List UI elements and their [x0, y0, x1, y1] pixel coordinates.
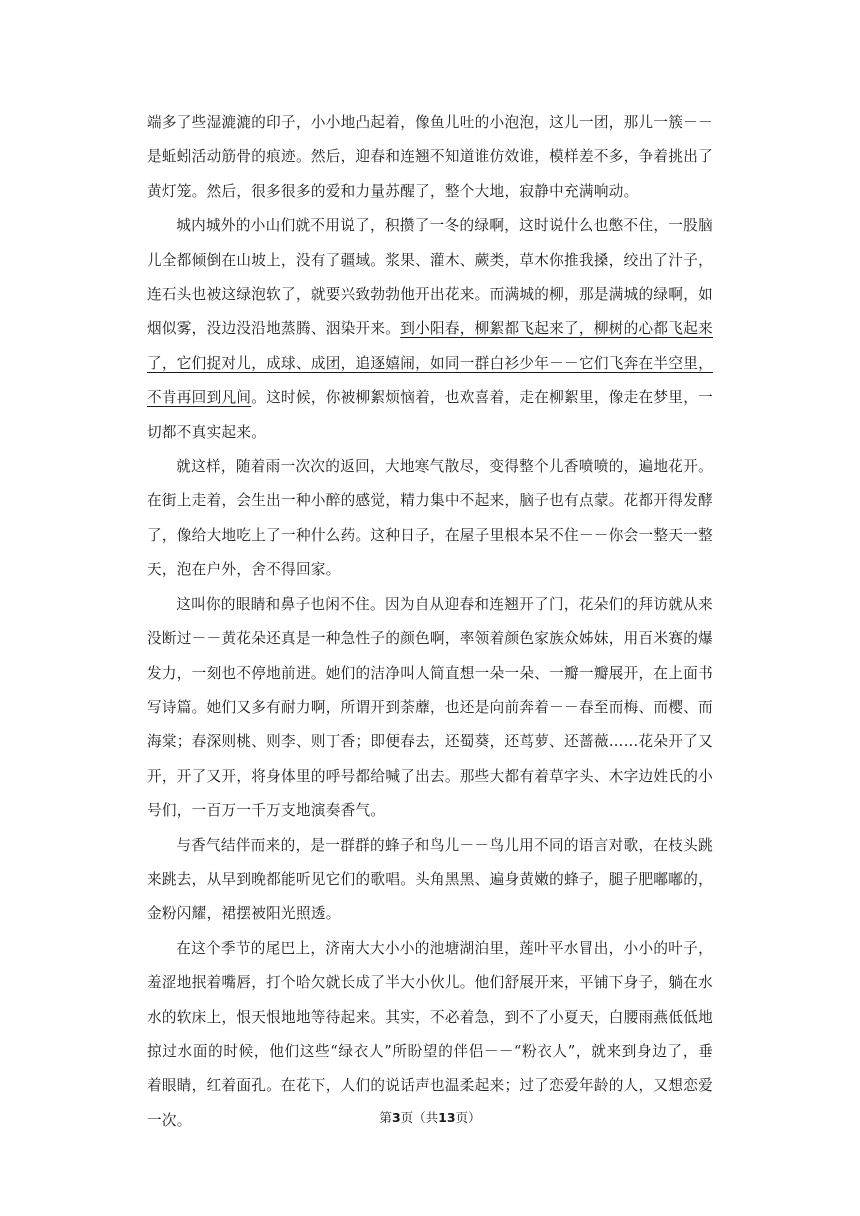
paragraph-text: 城内城外的小山们就不用说了，积攒了一冬的绿啊，这时说什么也憋不住，一股脑儿全都倾倒在山坡上，没有了疆域。浆果、灌木、蕨类，草木你推我搡，绞出了汁子，连石头也被这绿泡软了，就要兴致勃勃他开出花来。而满城的柳，那是满城的绿啊，如烟似雾，没边没沿地蒸腾、洇染开来。	[147, 217, 713, 338]
footer-middle: 页（共	[400, 1110, 439, 1125]
footer-prefix: 第	[379, 1110, 392, 1125]
page-footer	[0, 1108, 860, 1126]
article-body	[147, 106, 713, 1138]
paragraph-text: 。这时候，你被柳絮烦恼着，也欢喜着，走在柳絮里，像走在梦里，一切都不真实起来。	[147, 389, 713, 441]
paragraph-hills-willows	[147, 209, 713, 450]
underlined-sentence: 到小阳春，柳絮都飞起来了，柳树的心都飞起来了，它们捉对儿，成球、成团，追逐嬉闹，如同一群白衫少年－－它们飞奔在半空里，不肯再回到凡间	[147, 320, 713, 407]
paragraph-flowers-bloom: 就这样，随着雨一次次的返回，大地寒气散尽，变得整个儿香喷喷的，遍地花开。在街上走着，会生出一种小醉的感觉，精力集中不起来，脑子也有点蒙。花都开得发酵了，像给大地吃上了一种什么药。这种日子，在屋子里根本呆不住－－你会一整天一整天，泡在户外，舍不得回家。	[147, 458, 713, 579]
paragraph-continued: 端多了些湿漉漉的印子，小小地凸起着，像鱼儿吐的小泡泡，这儿一团，那儿一簇－－是蚯蚓活动筋骨的痕迹。然后，迎春和连翘不知道谁仿效谁，模样差不多，争着挑出了黄灯笼。然后，很多很多的爱和力量苏醒了，整个大地，寂静中充满响动。	[147, 114, 713, 200]
paragraph-eyes-nose: 这叫你的眼睛和鼻子也闲不住。因为自从迎春和连翘开了门，花朵们的拜访就从来没断过－－黄花朵还真是一种急性子的颜色啊，率领着颜色家族众姊妹，用百米赛的爆发力，一刻也不停地前进。她们的洁净叫人简直想一朵一朵、一瓣一瓣展开，在上面书写诗篇。她们又多有耐力啊，所谓开到荼蘼，也还是向前奔着－－春至而梅、而樱、而海棠；春深则桃、则李、则丁香；即便春去，还蜀葵，还茑萝、还蔷薇……花朵开了又开，开了又开，将身体里的呼号都给喊了出去。那些大都有着草字头、木字边姓氏的小号们，一百万一千万支地演奏香气。	[147, 595, 713, 820]
page-total: 13	[438, 1110, 456, 1125]
paragraph-lotus: 在这个季节的尾巴上，济南大大小小的池塘湖泊里，莲叶平水冒出，小小的叶子，羞涩地抿着嘴唇，打个哈欠就长成了半大小伙儿。他们舒展开来，平铺下身子，躺在水水的软床上，恨天恨地地等待起来。其实，不必着急，到不了小夏天，白腰雨燕低低地掠过水面的时候，他们这些“绿衣人”所盼望的伴侣－－“粉衣人”，就来到身边了，垂着眼睛，红着面孔。在花下，人们的说话声也温柔起来；过了恋爱年龄的人，又想恋爱一次。	[147, 939, 713, 1129]
paragraph-bees-birds: 与香气结伴而来的，是一群群的蜂子和鸟儿－－鸟儿用不同的语言对歌，在枝头跳来跳去，从早到晚都能听见它们的歌唱。头角黑黑、遍身黄嫩的蜂子，腿子肥嘟嘟的，金粉闪耀，裙摆被阳光照透。	[147, 836, 713, 923]
footer-suffix: 页）	[455, 1110, 481, 1125]
page-number: 3	[391, 1110, 401, 1125]
